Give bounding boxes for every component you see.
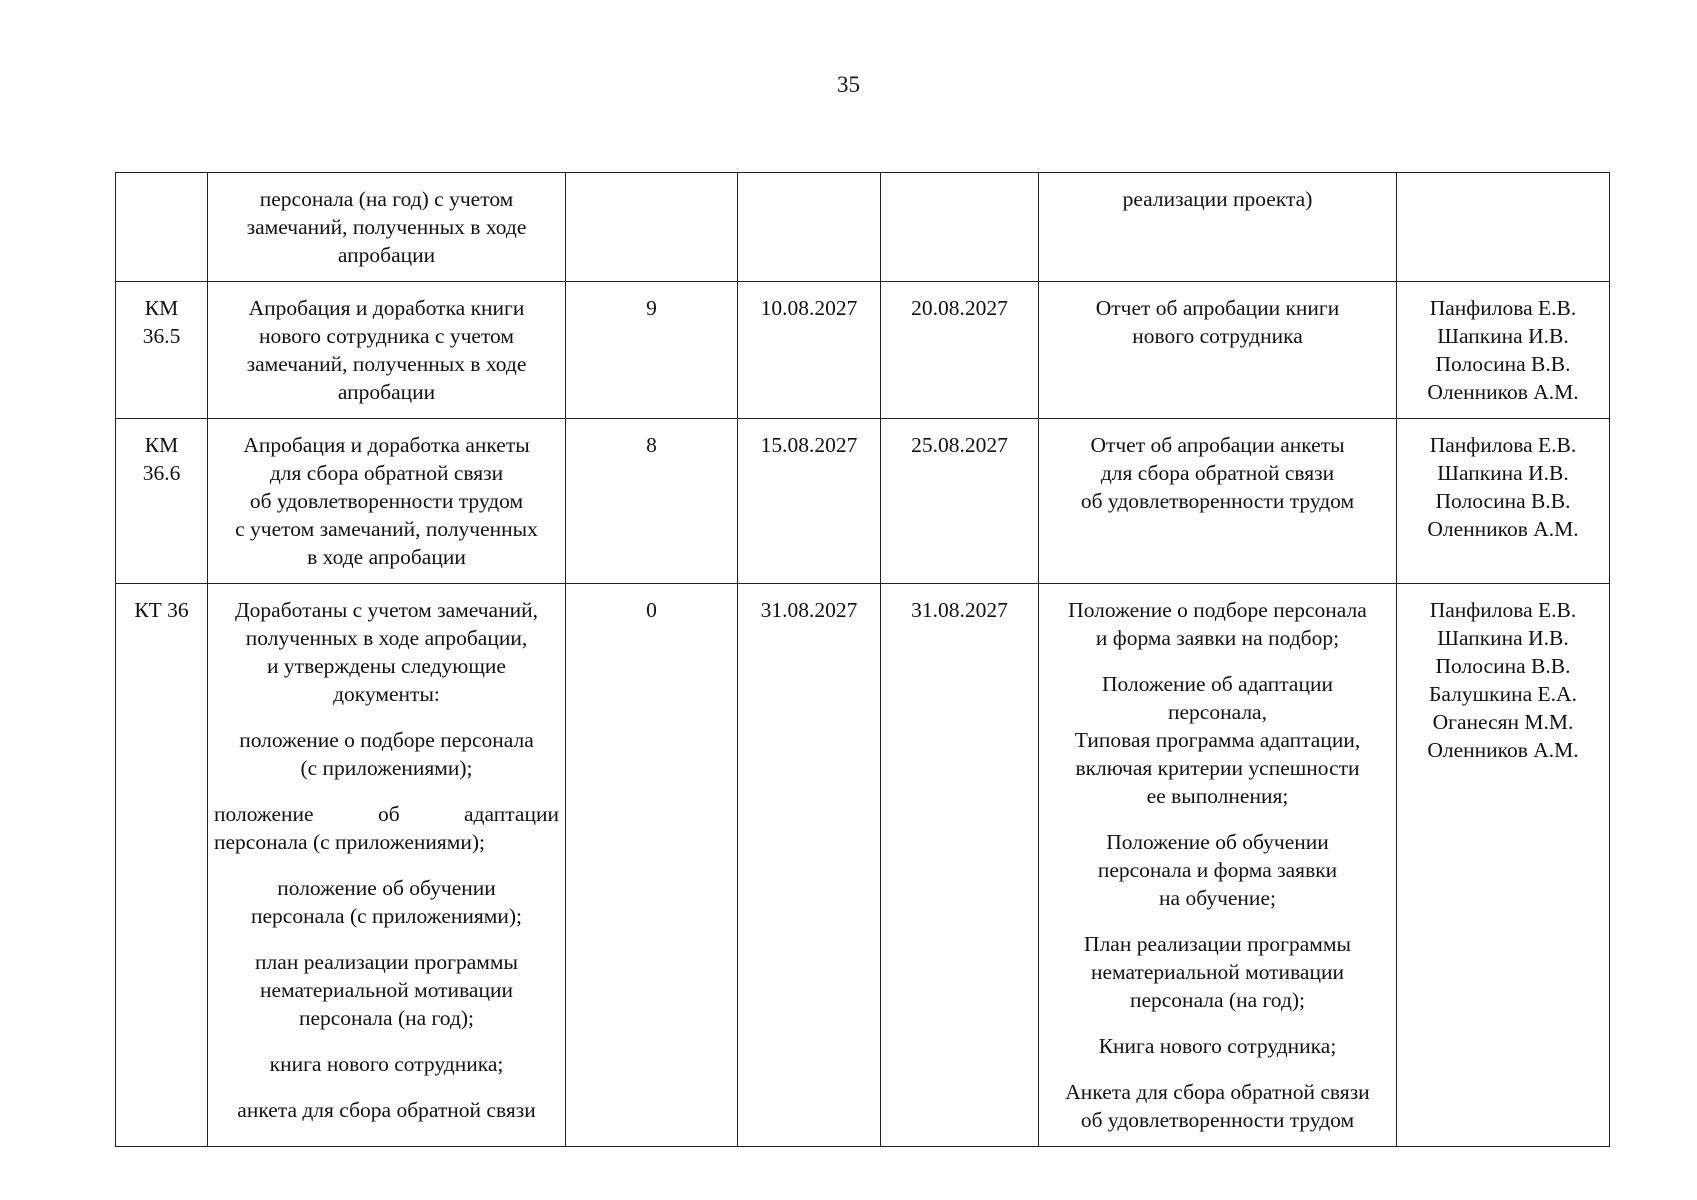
description-paragraph	[214, 185, 559, 269]
item-id: 36.6	[142, 461, 181, 485]
description-paragraph	[214, 1050, 559, 1078]
text-line: и утверждены следующие	[267, 654, 506, 678]
text-line: книга нового сотрудника;	[269, 1052, 504, 1076]
result-cell	[1039, 173, 1397, 282]
item-id: КМ	[144, 433, 179, 457]
description-paragraph	[214, 294, 559, 406]
start-date-cell: 15.08.2027	[738, 419, 881, 584]
table-row	[116, 282, 1610, 419]
responsible-person: Полосина В.В.	[1435, 352, 1571, 376]
table-row	[116, 584, 1610, 1147]
responsible-person: Шапкина И.В.	[1437, 626, 1569, 650]
word: адаптации	[464, 802, 559, 826]
responsible-person: Оленников А.М.	[1427, 380, 1579, 404]
responsible-person: Панфилова Е.В.	[1429, 296, 1577, 320]
description-paragraph	[214, 874, 559, 930]
text-line: План реализации программы	[1084, 932, 1351, 956]
text-line: персонала (с приложениями);	[214, 830, 486, 854]
page-number: 35	[837, 72, 860, 97]
text-line: документы:	[333, 682, 440, 706]
justified-line	[214, 800, 559, 828]
text-line: Отчет об апробации книги	[1095, 296, 1340, 320]
result-paragraph	[1045, 1032, 1390, 1060]
item-id-cell	[116, 282, 208, 419]
text-line: об удовлетворенности трудом	[1080, 489, 1355, 513]
item-id-cell	[116, 419, 208, 584]
text-line: Положение об адаптации	[1101, 672, 1333, 696]
text-line: Апробация и доработка анкеты	[243, 433, 530, 457]
description-paragraph	[214, 431, 559, 571]
table-row	[116, 419, 1610, 584]
description-paragraph	[214, 596, 559, 708]
description-cell	[208, 282, 566, 419]
responsible-cell	[1397, 173, 1610, 282]
text-line: положение об обучении	[277, 876, 496, 900]
responsible-person: Полосина В.В.	[1435, 654, 1571, 678]
responsible-person: Балушкина Е.А.	[1429, 682, 1577, 706]
text-line: апробации	[337, 380, 436, 404]
text-line: Положение об обучении	[1106, 830, 1329, 854]
description-cell	[208, 173, 566, 282]
text-line: нового сотрудника с учетом	[258, 324, 515, 348]
end-date-cell: 31.08.2027	[881, 584, 1039, 1147]
item-id-cell	[116, 584, 208, 1147]
responsible-cell	[1397, 282, 1610, 419]
result-paragraph	[1045, 596, 1390, 652]
end-date-cell: 25.08.2027	[881, 419, 1039, 584]
item-id: КМ	[144, 296, 179, 320]
text-line: нематериальной мотивации	[1091, 960, 1344, 984]
responsible-cell	[1397, 419, 1610, 584]
text-line: полученных в ходе апробации,	[245, 626, 528, 650]
description-paragraph	[214, 1096, 559, 1124]
text-line: на обучение;	[1159, 886, 1276, 910]
text-line: Анкета для сбора обратной связи	[1065, 1080, 1370, 1104]
result-cell	[1039, 584, 1397, 1147]
description-cell	[208, 584, 566, 1147]
word: положение	[214, 802, 314, 826]
text-line: об удовлетворенности трудом	[1080, 1108, 1355, 1132]
responsible-person: Полосина В.В.	[1435, 489, 1571, 513]
text-line: (с приложениями);	[300, 756, 473, 780]
text-line: персонала и форма заявки	[1097, 858, 1338, 882]
description-paragraph	[214, 948, 559, 1032]
item-id: КТ 36	[134, 598, 189, 622]
text-line: план реализации программы	[255, 950, 518, 974]
result-cell	[1039, 419, 1397, 584]
text-line: апробации	[337, 243, 436, 267]
result-cell	[1039, 282, 1397, 419]
responsible-person: Панфилова Е.В.	[1429, 433, 1577, 457]
duration-cell: 0	[566, 584, 738, 1147]
responsible-person: Оленников А.М.	[1427, 738, 1579, 762]
text-line: Апробация и доработка книги	[248, 296, 525, 320]
start-date-cell: 10.08.2027	[738, 282, 881, 419]
responsible-person: Шапкина И.В.	[1437, 461, 1569, 485]
text-line: персонала (на год) с учетом	[259, 187, 514, 211]
text-line: Типовая программа адаптации,	[1074, 728, 1361, 752]
text-line: и форма заявки на подбор;	[1095, 626, 1340, 650]
text-line: Положение о подборе персонала	[1068, 598, 1367, 622]
text-line: Отчет об апробации анкеты	[1090, 433, 1345, 457]
result-paragraph	[1045, 670, 1390, 810]
item-id: 36.5	[142, 324, 181, 348]
text-line: ее выполнения;	[1146, 784, 1289, 808]
result-paragraph	[1045, 294, 1390, 350]
text-line: для сбора обратной связи	[269, 461, 504, 485]
end-date-cell	[881, 173, 1039, 282]
table-row	[116, 173, 1610, 282]
text-line: с учетом замечаний, полученных	[235, 517, 538, 541]
description-paragraph	[214, 726, 559, 782]
duration-cell	[566, 173, 738, 282]
responsible-person: Шапкина И.В.	[1437, 324, 1569, 348]
plan-table	[115, 172, 1610, 1147]
word: об	[377, 802, 400, 826]
text-line: персонала,	[1168, 700, 1267, 724]
text-line: персонала (на год);	[298, 1006, 475, 1030]
description-cell	[208, 419, 566, 584]
text-line: нематериальной мотивации	[260, 978, 513, 1002]
text-line: в ходе апробации	[307, 545, 466, 569]
text-line: персонала (на год);	[1129, 988, 1306, 1012]
start-date-cell: 31.08.2027	[738, 584, 881, 1147]
result-paragraph	[1045, 1078, 1390, 1134]
item-id-cell	[116, 173, 208, 282]
start-date-cell	[738, 173, 881, 282]
result-paragraph	[1045, 828, 1390, 912]
duration-cell: 8	[566, 419, 738, 584]
text-line: реализации проекта)	[1122, 187, 1313, 211]
text-line: замечаний, полученных в ходе	[246, 352, 527, 376]
responsible-person: Панфилова Е.В.	[1429, 598, 1577, 622]
text-line: включая критерии успешности	[1075, 756, 1360, 780]
responsible-person: Оленников А.М.	[1427, 517, 1579, 541]
text-line: замечаний, полученных в ходе	[246, 215, 527, 239]
responsible-person: Оганесян М.М.	[1432, 710, 1574, 734]
text-line: Доработаны с учетом замечаний,	[235, 598, 538, 622]
end-date-cell: 20.08.2027	[881, 282, 1039, 419]
responsible-cell	[1397, 584, 1610, 1147]
result-paragraph	[1045, 185, 1390, 213]
result-paragraph	[1045, 431, 1390, 515]
text-line: положение о подборе персонала	[239, 728, 534, 752]
text-line: анкета для сбора обратной связи	[237, 1098, 536, 1122]
result-paragraph	[1045, 930, 1390, 1014]
duration-cell: 9	[566, 282, 738, 419]
text-line: персонала (с приложениями);	[250, 904, 523, 928]
text-line: об удовлетворенности трудом	[249, 489, 524, 513]
text-line: нового сотрудника	[1132, 324, 1303, 348]
text-line: для сбора обратной связи	[1100, 461, 1335, 485]
description-paragraph	[214, 800, 559, 856]
text-line: Книга нового сотрудника;	[1098, 1034, 1337, 1058]
